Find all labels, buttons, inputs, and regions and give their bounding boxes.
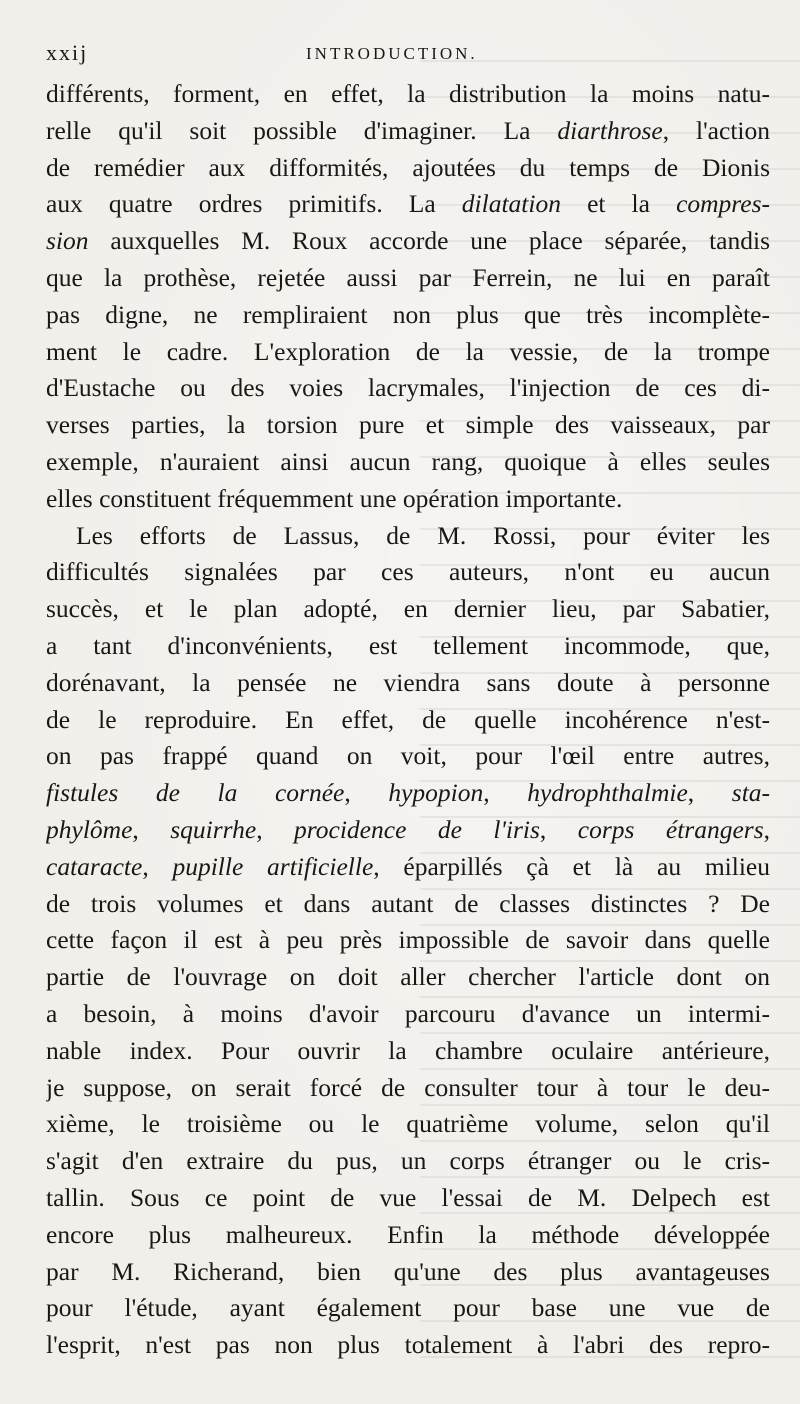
- text-line: [46, 260, 770, 297]
- text-run: partie de l'ouvrage on doit aller chercher l'article dont on: [46, 962, 770, 992]
- text-run: ,: [687, 778, 732, 808]
- text-line: [46, 370, 770, 407]
- text-run: Les efforts de Lassus, de M. Rossi, pour éviter les: [76, 520, 770, 550]
- text-run: a besoin, à moins d'avoir parcouru d'avance un intermi-: [46, 998, 770, 1028]
- text-run: , l'action: [662, 115, 770, 145]
- text-run: aux quatre ordres primitifs. La: [46, 189, 462, 219]
- text-line: [46, 922, 770, 959]
- italic-term: procidence de l'iris: [294, 814, 540, 844]
- text-run: auxquelles M. Roux accorde une place séparée, tandis: [88, 226, 770, 256]
- italic-term: compres-: [676, 189, 770, 219]
- text-run: pas digne, ne rempliraient non plus que très incomplète-: [46, 299, 770, 329]
- text-run: a tant d'inconvénients, est tellement incommode, que,: [46, 630, 770, 660]
- text-run: xième, le troisième ou le quatrième volume, selon qu'il: [46, 1109, 770, 1139]
- text-run: l'esprit, n'est pas non plus totalement à l'abri des repro-: [46, 1330, 770, 1360]
- text-line: [46, 1106, 770, 1143]
- text-run: ,: [483, 778, 528, 808]
- text-run: relle qu'il soit possible d'imaginer. La: [46, 115, 558, 145]
- text-run: elles constituent fréquemment une opération importante.: [46, 483, 623, 513]
- text-line: [46, 591, 770, 628]
- text-line: [46, 444, 770, 481]
- text-run: succès, et le plan adopté, en dernier lieu, par Sabatier,: [46, 594, 770, 624]
- italic-term: sion: [46, 226, 89, 256]
- text-run: différents, forment, en effet, la distribution la moins natu-: [46, 79, 770, 108]
- text-run: dorénavant, la pensée ne viendra sans doute à personne: [46, 667, 770, 697]
- text-run: , éparpillés çà et là au milieu: [373, 851, 770, 881]
- text-line: [46, 554, 770, 591]
- italic-term: fistules de la cornée: [46, 778, 345, 808]
- text-line: [46, 186, 770, 223]
- text-run: ,: [539, 814, 578, 844]
- text-run: de remédier aux difformités, ajoutées du temps de Dionis: [46, 152, 770, 182]
- text-line: [46, 665, 770, 702]
- text-line: [46, 959, 770, 996]
- text-run: de trois volumes et dans autant de classes distinctes ? De: [46, 888, 770, 918]
- text-line: [46, 334, 770, 371]
- text-run: ,: [132, 814, 171, 844]
- text-run: cette façon il est à peu près impossible de savoir dans quelle: [46, 925, 770, 955]
- text-run: ment le cadre. L'exploration de la vessie, de la trompe: [46, 336, 770, 366]
- text-run: exemple, n'auraient ainsi aucun rang, quoique à elles seules: [46, 446, 770, 476]
- text-line: [46, 1033, 770, 1070]
- text-line: [46, 738, 770, 775]
- text-run: s'agit d'en extraire du pus, un corps étranger ou le cris-: [46, 1146, 770, 1176]
- text-run: ,: [142, 851, 173, 881]
- text-run: par M. Richerand, bien qu'une des plus avantageuses: [46, 1256, 770, 1286]
- italic-term: squirrhe: [170, 814, 257, 844]
- italic-term: phylôme: [46, 814, 133, 844]
- text-line: [46, 407, 770, 444]
- text-run: on pas frappé quand on voit, pour l'œil entre autres,: [46, 741, 770, 771]
- text-line: [46, 518, 770, 555]
- running-title: INTRODUCTION.: [306, 44, 478, 63]
- text-line: [46, 849, 770, 886]
- text-line: [46, 886, 770, 923]
- body-text: [46, 76, 770, 1364]
- text-line: [46, 1143, 770, 1180]
- page-number: xxij: [46, 40, 89, 65]
- italic-term: dilatation: [461, 189, 561, 219]
- italic-term: corps étrangers: [577, 814, 764, 844]
- text-run: encore plus malheureux. Enfin la méthode développée: [46, 1219, 770, 1249]
- text-line: [46, 1217, 770, 1254]
- italic-term: sta-: [731, 778, 770, 808]
- text-run: verses parties, la torsion pure et simple des vaisseaux, par: [46, 410, 770, 440]
- text-run: je suppose, on serait forcé de consulter tour à tour le deu-: [46, 1072, 770, 1102]
- text-run: ,: [763, 814, 770, 844]
- text-line: [46, 150, 770, 187]
- text-line: [46, 1180, 770, 1217]
- text-run: ,: [344, 778, 389, 808]
- text-line: [46, 481, 770, 518]
- text-run: tallin. Sous ce point de vue l'essai de M. Delpech est: [46, 1182, 770, 1212]
- text-line: [46, 223, 770, 260]
- text-line: [46, 1290, 770, 1327]
- text-run: nable index. Pour ouvrir la chambre oculaire antérieure,: [46, 1035, 770, 1065]
- italic-term: cataracte: [46, 851, 143, 881]
- text-run: que la prothèse, rejetée aussi par Ferrein, ne lui en paraît: [46, 262, 770, 292]
- text-line: [46, 628, 770, 665]
- text-run: difficultés signalées par ces auteurs, n'ont eu aucun: [46, 557, 770, 587]
- text-line: [46, 812, 770, 849]
- text-run: ,: [256, 814, 295, 844]
- text-line: [46, 775, 770, 812]
- text-line: [46, 76, 770, 113]
- italic-term: pupille artificielle: [172, 851, 374, 881]
- text-run: d'Eustache ou des voies lacrymales, l'injection de ces di-: [46, 373, 770, 403]
- italic-term: hydrophthalmie: [527, 778, 688, 808]
- text-line: [46, 1070, 770, 1107]
- running-head: [46, 40, 776, 70]
- text-line: [46, 297, 770, 334]
- text-run: et la: [560, 189, 677, 219]
- text-run: pour l'étude, ayant également pour base une vue de: [46, 1293, 770, 1323]
- text-line: [46, 996, 770, 1033]
- text-run: de le reproduire. En effet, de quelle incohérence n'est-: [46, 704, 770, 734]
- italic-term: hypopion: [388, 778, 484, 808]
- text-line: [46, 702, 770, 739]
- text-line: [46, 1254, 770, 1291]
- text-line: [46, 1327, 770, 1364]
- text-line: [46, 113, 770, 150]
- italic-term: diarthrose: [557, 115, 663, 145]
